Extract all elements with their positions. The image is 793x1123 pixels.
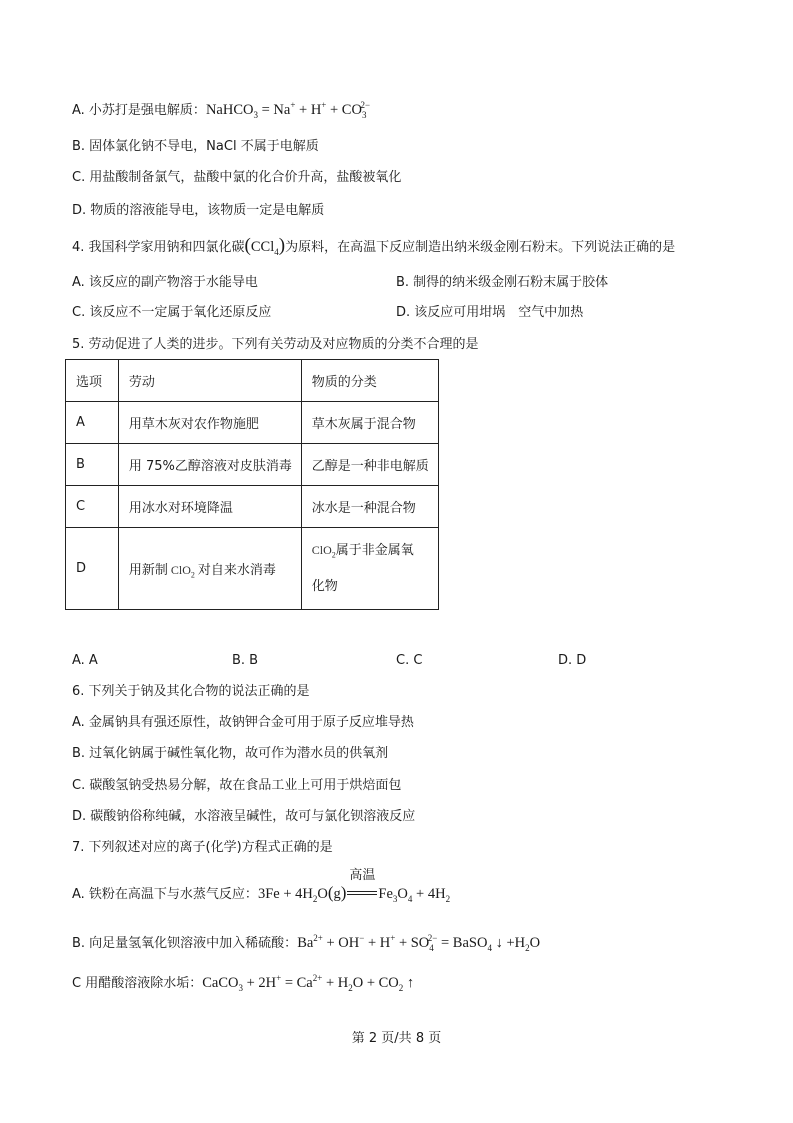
q4-option-d: D. 该反应可用坩埚 空气中加热 (396, 305, 584, 320)
table-row (66, 486, 439, 528)
q7-option-a (72, 868, 451, 904)
table-cell: D (66, 528, 119, 610)
labor-text-post: 对自来水消毒 (197, 563, 276, 578)
q6-option-c: C. 碳酸氢钠受热易分解，故在食品工业上可用于烘焙面包 (72, 778, 402, 793)
table-cell (301, 528, 438, 610)
option-c-line: C. 用盐酸制备氯气，盐酸中氯的化合价升高，盐酸被氧化 (72, 170, 402, 185)
classification-text-line2: 化物 (311, 579, 338, 594)
table-row (66, 528, 439, 610)
q4-option-a: A. 该反应的副产物溶于水能导电 (72, 275, 258, 290)
option-text: A. 铁粉在高温下与水蒸气反应： (72, 887, 258, 902)
q6-option-b: B. 过氧化钠属于碱性氧化物，故可作为潜水员的供氧剂 (72, 746, 389, 761)
formula-caco3: CaCO$_3$ + $2H^+ = Ca^{2+} + H_2O + CO_2$ ↑ (202, 973, 415, 993)
q4-option-b: B. 制得的纳米级金刚石粉末属于胶体 (396, 275, 609, 290)
question-4-text-post: 为原料，在高温下反应制造出纳米级金刚石粉末。下列说法正确的是 (285, 240, 676, 255)
table-cell: A (66, 402, 119, 444)
option-a-line (72, 101, 370, 120)
formula-fe-steam: $3Fe + 4H_2O(g)$ 高温 $Fe_3O_4 + 4H_2$ (257, 868, 451, 904)
page-footer: 第 2 页/共 8 页 (351, 1031, 442, 1046)
table-cell: 乙醇是一种非电解质 (301, 444, 438, 486)
formula-clo2: ClO$_2$ (311, 543, 336, 560)
q7-option-c (72, 974, 414, 993)
table-cell: C (66, 486, 119, 528)
q5-answer-c: C. C (396, 653, 423, 668)
table-cell: 草木灰属于混合物 (301, 402, 438, 444)
question-7: 7. 下列叙述对应的离子(化学)方程式正确的是 (72, 840, 333, 855)
question-5: 5. 劳动促进了人类的进步。下列有关劳动及对应物质的分类不合理的是 (72, 337, 479, 352)
table-cell (118, 528, 301, 610)
q6-option-d: D. 碳酸钠俗称纯碱，水溶液呈碱性，故可与氯化钡溶液反应 (72, 809, 416, 824)
table-row (66, 444, 439, 486)
q7-option-b (72, 934, 540, 953)
q5-answer-a: A. A (72, 653, 98, 668)
option-text: A. 小苏打是强电解质： (72, 103, 206, 118)
formula-ccl4: (CCl$_4$) (244, 235, 286, 257)
q5-answer-b: B. B (232, 653, 259, 668)
formula-clo2: ClO$_2$ (167, 563, 195, 580)
option-d-line: D. 物质的溶液能导电，该物质一定是电解质 (72, 203, 325, 218)
classification-text-line1: 属于非金属氧 (335, 543, 414, 558)
table-cell: 用冰水对环境降温 (118, 486, 301, 528)
option-b-line: B. 固体氯化钠不导电，NaCl 不属于电解质 (72, 139, 319, 154)
formula-nahco3: NaHCO$_3$ = $Na^+ + H^+ + CO_3^{2-}$ (205, 100, 371, 120)
table-cell: B (66, 444, 119, 486)
table-header-cell: 物质的分类 (301, 360, 438, 402)
question-4-text-pre: 4. 我国科学家用钠和四氯化碳 (72, 240, 245, 255)
table-cell: 用草木灰对农作物施肥 (118, 402, 301, 444)
q6-option-a: A. 金属钠具有强还原性，故钠钾合金可用于原子反应堆导热 (72, 715, 414, 730)
option-text: B. 向足量氢氧化钡溶液中加入稀硫酸： (72, 936, 298, 951)
table-header-cell: 劳动 (118, 360, 301, 402)
q4-option-c: C. 该反应不一定属于氧化还原反应 (72, 305, 272, 320)
question-6: 6. 下列关于钠及其化合物的说法正确的是 (72, 684, 310, 699)
q5-answer-d: D. D (558, 653, 587, 668)
table-header-row (66, 360, 439, 402)
labor-text-pre: 用新制 (128, 563, 168, 578)
option-text: C 用醋酸溶液除水垢： (72, 976, 203, 991)
question-4 (72, 237, 675, 257)
table-cell: 用 75%乙醇溶液对皮肤消毒 (118, 444, 301, 486)
table-cell: 冰水是一种混合物 (301, 486, 438, 528)
reaction-condition: 高温 (346, 886, 378, 904)
table-row (66, 402, 439, 444)
table-header-cell: 选项 (66, 360, 119, 402)
classification-table (65, 359, 439, 610)
formula-baso4: $Ba^{2+} + OH^- + H^+ + SO_4^{2-}$ = BaSO$_4$ ↓ $+H_2O$ (297, 933, 541, 953)
